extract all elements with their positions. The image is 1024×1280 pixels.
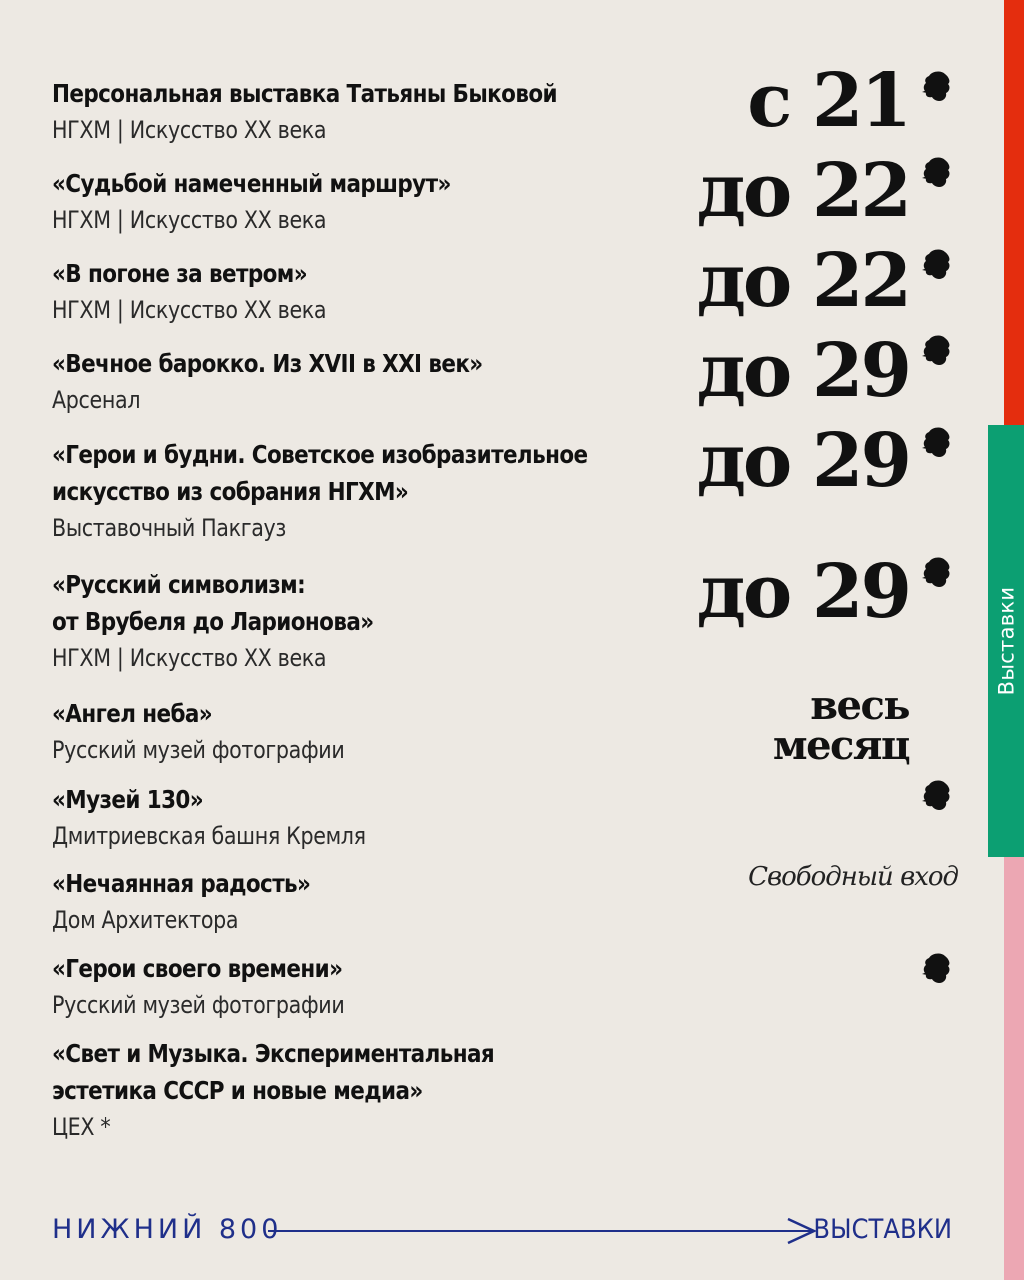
exhibition-venue: НГХМ | Искусство XX века [52,296,327,324]
pushkin-card-icon [920,70,952,106]
pushkin-card-icon [920,779,952,815]
exhibition-venue: Выставочный Пакгауз [52,514,287,542]
free-entry-label: Свободный вход [748,862,958,892]
red-stripe [1004,0,1024,425]
exhibition-venue: Русский музей фотографии [52,991,345,1019]
exhibition-venue: НГХМ | Искусство XX века [52,206,327,234]
date-label: до 29 [696,418,909,504]
exhibition-item [52,165,692,238]
exhibition-title: Персональная выставка Татьяны Быковой [52,79,557,108]
exhibition-title: «Вечное барокко. Из XVII в XXI век» [52,349,483,378]
pushkin-card-icon [920,556,952,592]
section-label-text: Выставки [994,586,1018,696]
exhibition-item [52,865,692,938]
section-label [988,425,1024,857]
exhibition-title: искусство из собрания НГХМ» [52,477,409,506]
brand-logo: НИЖНИЙ 800 [52,1214,283,1245]
exhibition-venue: Дмитриевская башня Кремля [52,822,366,850]
exhibition-item [52,436,692,546]
exhibition-venue: Дом Архитектора [52,906,239,934]
exhibition-venue: НГХМ | Искусство XX века [52,116,327,144]
exhibition-title: «Музей 130» [52,785,204,814]
exhibition-title: «Ангел неба» [52,699,213,728]
pushkin-card-icon [920,248,952,284]
whole-month-label: месяц [772,722,909,769]
footer-section-link[interactable]: ВЫСТАВКИ [813,1214,952,1245]
exhibition-item [52,781,692,854]
date-label: до 29 [696,328,909,414]
exhibition-venue: НГХМ | Искусство XX века [52,644,327,672]
exhibition-title: «Нечаянная радость» [52,869,311,898]
exhibition-venue: ЦЕХ * [52,1113,111,1141]
pushkin-card-icon [920,426,952,462]
arrow-right-icon [268,1217,820,1245]
exhibition-item [52,566,692,676]
exhibition-title: «Герои и будни. Советское изобразительное [52,440,588,469]
exhibition-item [52,345,692,418]
exhibition-title: эстетика СССР и новые медиа» [52,1076,423,1105]
exhibition-venue: Арсенал [52,386,141,414]
exhibition-title: «Русский символизм: [52,570,306,599]
pushkin-card-icon [920,952,952,988]
pushkin-card-icon [920,334,952,370]
exhibition-title: «В погоне за ветром» [52,259,308,288]
pushkin-card-icon [920,156,952,192]
date-label: до 29 [696,549,909,635]
whole-month-label: весь [810,682,909,729]
exhibition-title: от Врубеля до Ларионова» [52,607,374,636]
date-label: до 22 [696,148,909,234]
exhibition-title: «Свет и Музыка. Экспериментальная [52,1039,495,1068]
exhibition-item [52,255,692,328]
exhibition-title: «Герои своего времени» [52,954,343,983]
exhibition-item [52,950,692,1023]
exhibition-title: «Судьбой намеченный маршрут» [52,169,451,198]
exhibition-item [52,695,692,768]
exhibition-item [52,1035,692,1145]
exhibition-venue: Русский музей фотографии [52,736,345,764]
pink-stripe [1004,857,1024,1280]
date-label: с 21 [747,58,909,144]
exhibition-item [52,75,692,148]
date-label: до 22 [696,238,909,324]
